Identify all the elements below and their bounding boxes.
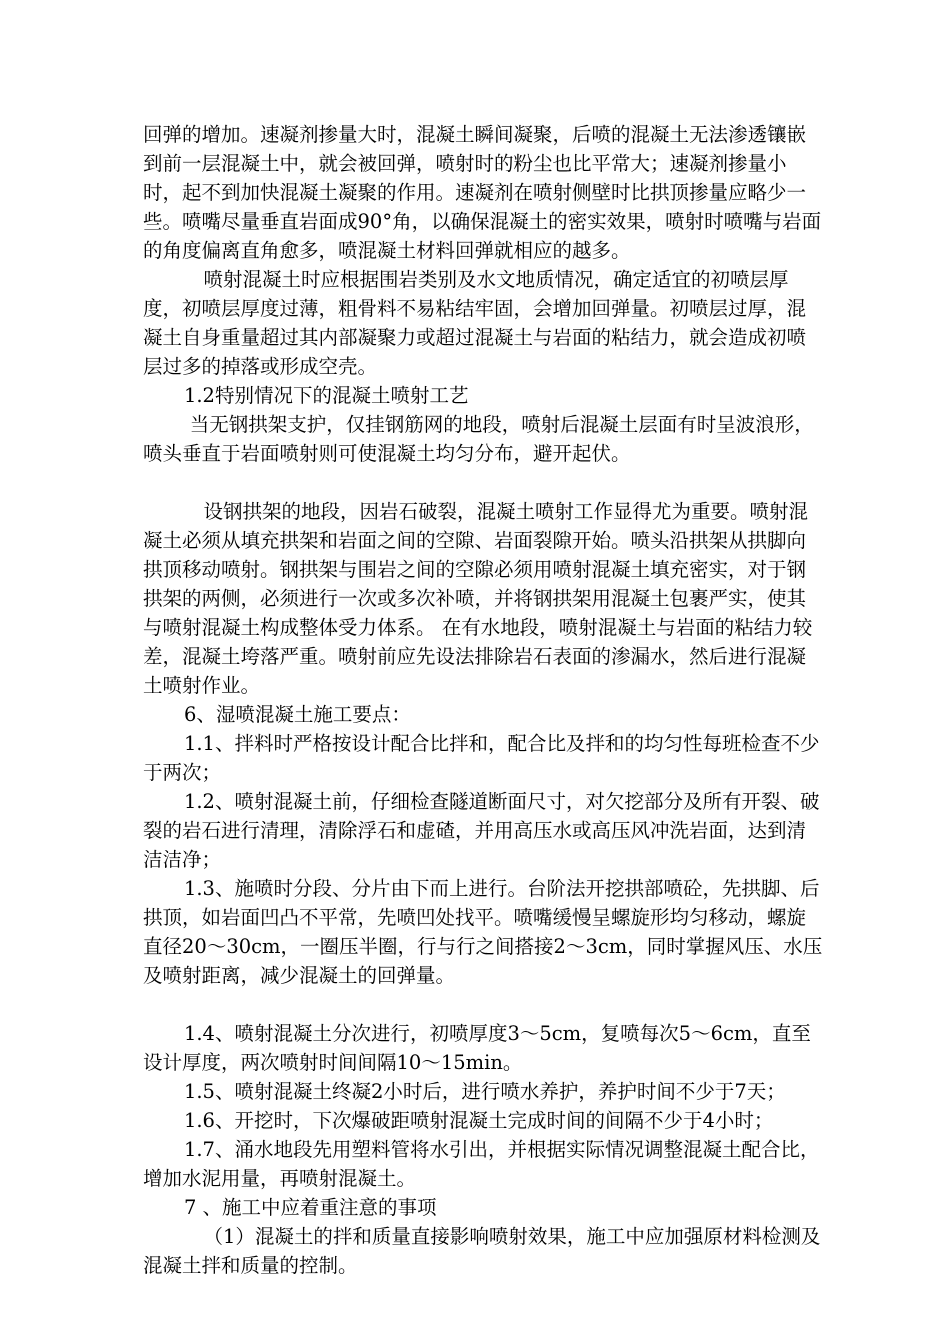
paragraph: 当无钢拱架支护，仅挂钢筋网的地段，喷射后混凝土层面有时呈波浪形，喷头垂直于岩面喷射则可使混凝土均匀分布，避开起伏。 bbox=[143, 413, 814, 465]
list-item: 1.3、施喷时分段、分片由下而上进行。台阶法开挖拱部喷砼，先拱脚、后拱顶，如岩面凹凸不平常，先喷凹处找平。喷嘴缓慢呈螺旋形均匀移动，螺旋直径20～30cm，一圈压半圈，行与行之间搭接2～3cm，同时掌握风压、水压及喷射距离，减少混凝土的回弹量。 bbox=[143, 877, 823, 987]
paragraph: （1）混凝土的拌和质量直接影响喷射效果，施工中应加强原材料检测及混凝土拌和质量的控制。 bbox=[143, 1225, 821, 1277]
document-body bbox=[143, 120, 823, 1280]
section-heading: 7 、施工中应着重注意的事项 bbox=[183, 1196, 437, 1219]
paragraph: 喷射混凝土时应根据围岩类别及水文地质情况，确定适宜的初喷层厚度，初喷层厚度过薄，粗骨料不易粘结牢固，会增加回弹量。初喷层过厚，混凝土自身重量超过其内部凝聚力或超过混凝土与岩面的粘结力，就会造成初喷层过多的掉落或形成空壳。 bbox=[143, 268, 807, 378]
blank-line bbox=[143, 468, 823, 497]
paragraph: 回弹的增加。速凝剂掺量大时，混凝土瞬间凝聚，后喷的混凝土无法渗透镶嵌到前一层混凝土中，就会被回弹，喷射时的粉尘也比平常大；速凝剂掺量小时，起不到加快混凝土凝聚的作用。速凝剂在喷射侧壁时比拱顶掺量应略少一些。喷嘴尽量垂直岩面成90°角，以确保混凝土的密实效果，喷射时喷嘴与岩面的角度偏离直角愈多，喷混凝土材料回弹就相应的越多。 bbox=[143, 123, 822, 262]
list-item: 1.2、喷射混凝土前，仔细检查隧道断面尺寸，对欠挖部分及所有开裂、破裂的岩石进行清理，清除浮石和虚碴，并用高压水或高压风冲洗岩面，达到清洁洁净； bbox=[143, 790, 820, 871]
list-item: 1.4、喷射混凝土分次进行，初喷厚度3～5cm，复喷每次5～6cm，直至设计厚度，两次喷射时间间隔10～15min。 bbox=[143, 1022, 811, 1074]
section-heading: 1.2特别情况下的混凝土喷射工艺 bbox=[183, 384, 469, 407]
list-item: 1.5、喷射混凝土终凝2小时后，进行喷水养护，养护时间不少于7天； bbox=[183, 1080, 786, 1103]
list-item: 1.6、开挖时，下次爆破距喷射混凝土完成时间的间隔不少于4小时； bbox=[183, 1109, 774, 1132]
list-item: 1.7、涌水地段先用塑料管将水引出，并根据实际情况调整混凝土配合比，增加水泥用量，再喷射混凝土。 bbox=[143, 1138, 820, 1190]
blank-line bbox=[143, 990, 823, 1019]
section-heading: 6、湿喷混凝土施工要点： bbox=[183, 703, 411, 726]
list-item: 1.1、拌料时严格按设计配合比拌和，配合比及拌和的均匀性每班检查不少于两次； bbox=[143, 732, 820, 784]
paragraph: 设钢拱架的地段，因岩石破裂，混凝土喷射工作显得尤为重要。喷射混凝土必须从填充拱架和岩面之间的空隙、岩面裂隙开始。喷头沿拱架从拱脚向拱顶移动喷射。钢拱架与围岩之间的空隙必须用喷射混凝土填充密实，对于钢拱架的两侧，必须进行一次或多次补喷，并将钢拱架用混凝土包裹严实，使其与喷射混凝土构成整体受力体系。 在有水地段，喷射混凝土与岩面的粘结力较差，混凝土垮落严重。喷射前应先设法排除岩石表面的渗漏水，然后进行混凝土喷射作业。 bbox=[143, 500, 813, 697]
